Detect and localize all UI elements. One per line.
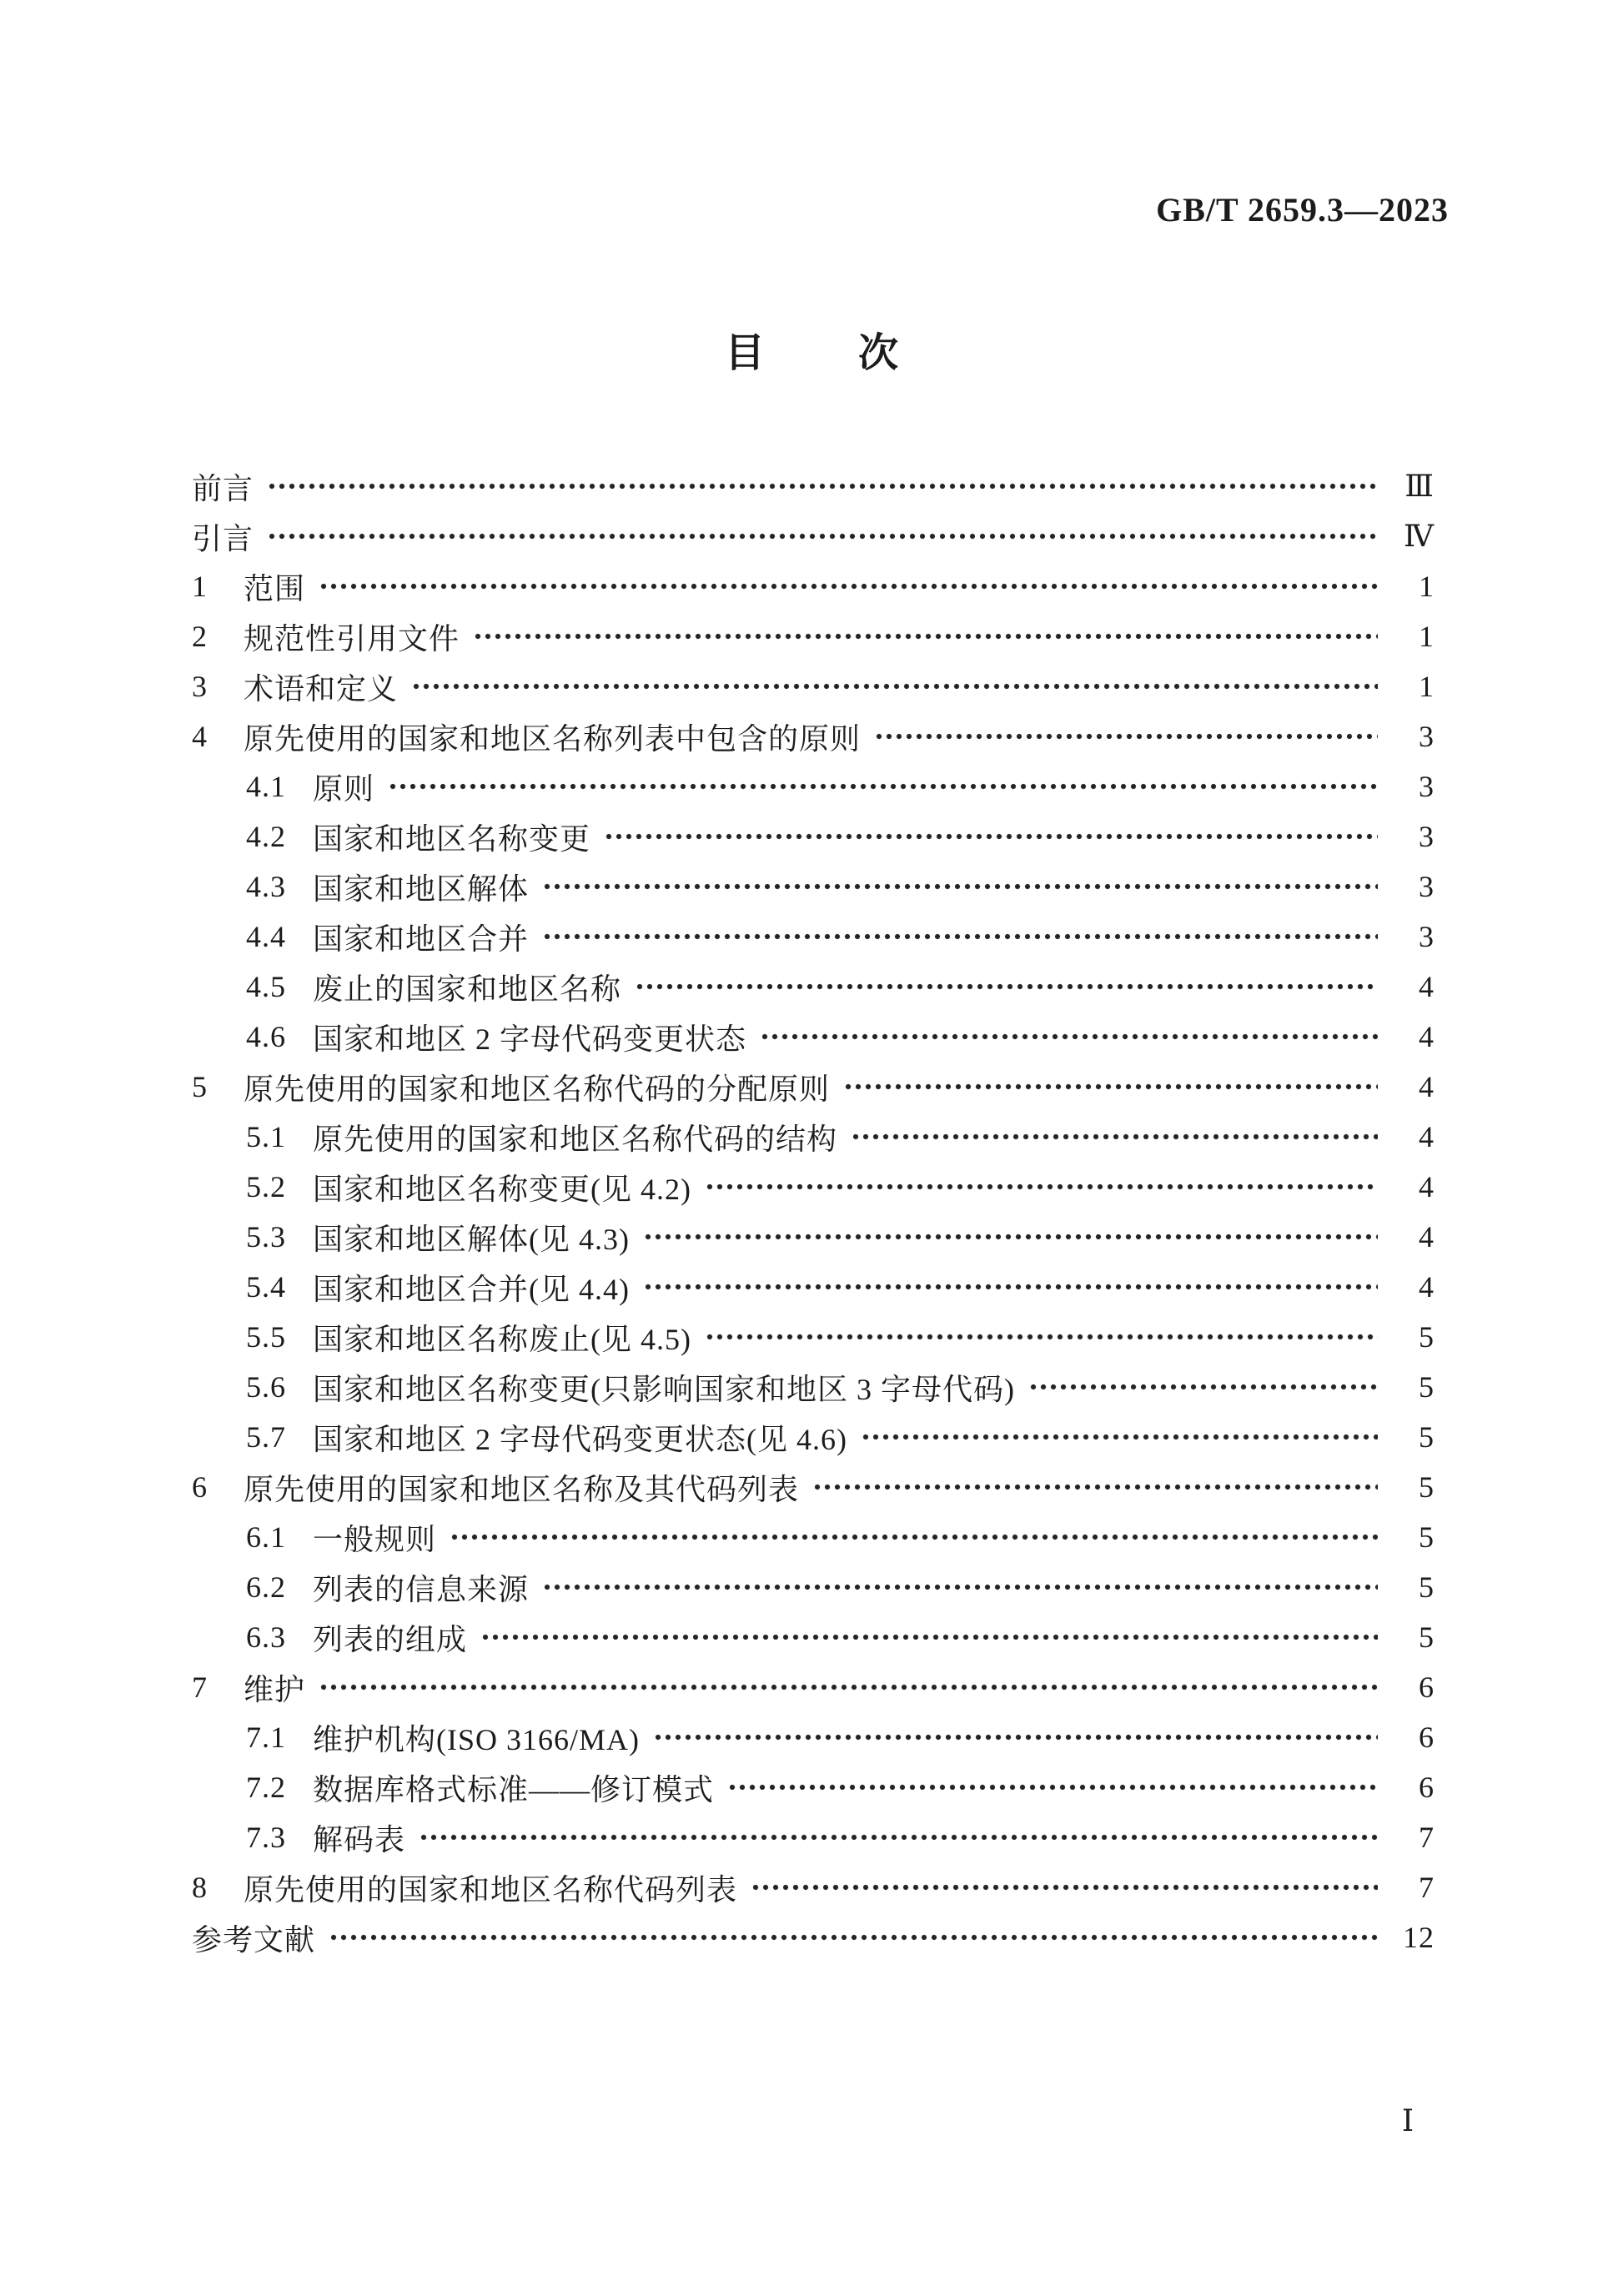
toc-entry-number: 5.6 <box>246 1370 286 1404</box>
toc-entry-label: 原先使用的国家和地区名称代码的结构 <box>313 1122 838 1156</box>
toc-row <box>192 611 1435 661</box>
toc-row <box>192 1112 1435 1162</box>
toc-entry-label: 废止的国家和地区名称 <box>313 972 622 1006</box>
dot-leader <box>319 1662 1378 1712</box>
toc-row <box>192 1062 1435 1112</box>
toc-entry-number: 5.3 <box>246 1220 286 1254</box>
toc-row <box>192 1312 1435 1362</box>
dot-leader <box>267 511 1378 561</box>
toc-entry-page: 5 <box>1419 1620 1435 1654</box>
toc-row <box>192 1212 1435 1262</box>
toc-row <box>192 1512 1435 1562</box>
toc-entry-page: 1 <box>1419 570 1435 603</box>
toc-entry-label: 原则 <box>313 771 375 806</box>
dot-leader <box>751 1862 1378 1912</box>
toc-entry-label: 数据库格式标准——修订模式 <box>313 1772 715 1806</box>
toc-entry-label: 原先使用的国家和地区名称代码列表 <box>244 1872 738 1907</box>
toc-row <box>192 1712 1435 1762</box>
dot-leader <box>267 461 1378 511</box>
toc-entry-page: 7 <box>1419 1821 1435 1854</box>
footer-page-number: Ⅰ <box>1401 2104 1414 2138</box>
toc-entry-page: 4 <box>1419 1020 1435 1053</box>
dot-leader <box>851 1112 1378 1162</box>
toc-entry-label: 前言 <box>192 471 254 505</box>
toc-entry-label: 列表的信息来源 <box>313 1572 530 1606</box>
toc-entry-label: 原先使用的国家和地区名称及其代码列表 <box>244 1472 800 1506</box>
toc-entry-label: 引言 <box>192 521 254 555</box>
toc-entry-page: 3 <box>1419 870 1435 903</box>
dot-leader <box>450 1512 1378 1562</box>
toc-row <box>192 1012 1435 1062</box>
toc-entry-label: 维护机构(ISO 3166/MA) <box>313 1722 640 1756</box>
toc-entry-number: 6 <box>192 1470 208 1504</box>
toc-row <box>192 1162 1435 1212</box>
dot-leader <box>1028 1362 1378 1412</box>
toc-entry-label: 国家和地区解体(见 4.3) <box>313 1222 630 1256</box>
toc-entry-page: 7 <box>1419 1871 1435 1904</box>
toc-entry-number: 4 <box>192 720 208 753</box>
toc-entry-page: 3 <box>1419 770 1435 803</box>
toc-entry-page: 5 <box>1419 1570 1435 1604</box>
dot-leader <box>727 1762 1378 1812</box>
toc-row <box>192 511 1435 561</box>
toc-entry-label: 列表的组成 <box>313 1622 468 1656</box>
toc-entry-label: 国家和地区解体 <box>313 872 530 906</box>
toc-entry-number: 1 <box>192 570 208 603</box>
dot-leader <box>705 1162 1378 1212</box>
toc-entry-page: 4 <box>1419 1270 1435 1304</box>
toc-entry-number: 6.1 <box>246 1520 286 1554</box>
toc-entry-page: 5 <box>1419 1320 1435 1354</box>
toc-row <box>192 761 1435 811</box>
toc-entry-number: 4.4 <box>246 920 286 953</box>
toc-entry-page: 3 <box>1419 920 1435 953</box>
toc-entry-number: 5.5 <box>246 1320 286 1354</box>
toc-entry-number: 4.2 <box>246 820 286 853</box>
toc-entry-label: 范围 <box>244 571 306 605</box>
toc-entry-page: 1 <box>1419 620 1435 653</box>
toc-entry-page: Ⅲ <box>1404 470 1435 503</box>
toc-entry-number: 6.2 <box>246 1570 286 1604</box>
toc-entry-label: 国家和地区名称废止(见 4.5) <box>313 1322 691 1356</box>
toc-row <box>192 561 1435 611</box>
toc-entry-number: 4.6 <box>246 1020 286 1053</box>
toc-entry-page: 3 <box>1419 720 1435 753</box>
toc-entry-label: 术语和定义 <box>244 671 399 706</box>
toc-entry-number: 7.1 <box>246 1721 286 1754</box>
toc-entry-number: 5.4 <box>246 1270 286 1304</box>
toc-entry-number: 4.1 <box>246 770 286 803</box>
page-title-char-2: 次 <box>858 331 899 375</box>
toc-row <box>192 1762 1435 1812</box>
toc-row <box>192 1862 1435 1912</box>
dot-leader <box>542 1562 1378 1612</box>
toc-entry-page: 5 <box>1419 1370 1435 1404</box>
toc-entry-number: 5.7 <box>246 1420 286 1454</box>
toc-entry-label: 一般规则 <box>313 1522 437 1556</box>
toc-row <box>192 962 1435 1012</box>
toc-entry-page: 4 <box>1419 1220 1435 1254</box>
toc-row <box>192 862 1435 912</box>
toc-entry-label: 规范性引用文件 <box>244 621 460 656</box>
toc-entry-page: 6 <box>1419 1771 1435 1804</box>
toc-entry-page: 5 <box>1419 1520 1435 1554</box>
page-title <box>0 330 1623 377</box>
toc-row <box>192 1912 1435 1962</box>
toc-entry-number: 5 <box>192 1070 208 1103</box>
toc-row <box>192 1812 1435 1862</box>
toc-row <box>192 1662 1435 1712</box>
toc-entry-page: 6 <box>1419 1721 1435 1754</box>
toc-row <box>192 1562 1435 1612</box>
dot-leader <box>473 611 1378 661</box>
toc-entry-label: 国家和地区名称变更(见 4.2) <box>313 1172 691 1206</box>
toc-entry-number: 6.3 <box>246 1620 286 1654</box>
dot-leader <box>604 811 1378 862</box>
dot-leader <box>419 1812 1378 1862</box>
dot-leader <box>388 761 1378 811</box>
toc-entry-page: 4 <box>1419 1120 1435 1153</box>
toc-entry-page: 5 <box>1419 1420 1435 1454</box>
toc-entry-page: Ⅳ <box>1404 520 1435 553</box>
page-title-char-1: 目 <box>724 331 765 375</box>
toc-entry-number: 7 <box>192 1671 208 1704</box>
dot-leader <box>480 1612 1378 1662</box>
toc-entry-number: 5.1 <box>246 1120 286 1153</box>
toc-entry-label: 解码表 <box>313 1822 406 1856</box>
toc-row <box>192 1612 1435 1662</box>
dot-leader <box>874 711 1378 761</box>
dot-leader <box>812 1462 1378 1512</box>
toc-entry-label: 维护 <box>244 1672 306 1706</box>
dot-leader <box>653 1712 1378 1762</box>
toc-row <box>192 912 1435 962</box>
toc-entry-page: 6 <box>1419 1671 1435 1704</box>
dot-leader <box>643 1262 1378 1312</box>
toc-entry-page: 4 <box>1419 1170 1435 1203</box>
toc-row <box>192 1262 1435 1312</box>
toc-entry-page: 3 <box>1419 820 1435 853</box>
toc-entry-label: 国家和地区名称变更 <box>313 821 591 856</box>
toc-entry-label: 国家和地区合并 <box>313 922 530 956</box>
dot-leader <box>643 1212 1378 1262</box>
dot-leader <box>542 912 1378 962</box>
toc-entry-number: 2 <box>192 620 208 653</box>
toc-entry-page: 1 <box>1419 670 1435 703</box>
toc-entry-label: 原先使用的国家和地区名称代码的分配原则 <box>244 1072 831 1106</box>
toc-row <box>192 1462 1435 1512</box>
dot-leader <box>705 1312 1378 1362</box>
toc-entry-number: 8 <box>192 1871 208 1904</box>
toc-entry-number: 3 <box>192 670 208 703</box>
toc-entry-number: 4.5 <box>246 970 286 1003</box>
toc-entry-page: 4 <box>1419 970 1435 1003</box>
toc-entry-page: 5 <box>1419 1470 1435 1504</box>
dot-leader <box>542 862 1378 912</box>
toc-entry-number: 4.3 <box>246 870 286 903</box>
dot-leader <box>843 1062 1378 1112</box>
dot-leader <box>411 661 1378 711</box>
toc-row <box>192 1412 1435 1462</box>
dot-leader <box>319 561 1378 611</box>
dot-leader <box>635 962 1378 1012</box>
toc-row <box>192 661 1435 711</box>
toc-entry-number: 7.3 <box>246 1821 286 1854</box>
toc-entry-page: 12 <box>1403 1921 1435 1954</box>
toc-entry-label: 国家和地区合并(见 4.4) <box>313 1272 630 1306</box>
toc-entry-label: 国家和地区 2 字母代码变更状态 <box>313 1022 747 1056</box>
toc-entry-page: 4 <box>1419 1070 1435 1103</box>
toc-row <box>192 1362 1435 1412</box>
dot-leader <box>760 1012 1378 1062</box>
toc-entry-number: 7.2 <box>246 1771 286 1804</box>
toc-entry-label: 国家和地区名称变更(只影响国家和地区 3 字母代码) <box>313 1372 1015 1406</box>
toc-entry-number: 5.2 <box>246 1170 286 1203</box>
dot-leader <box>329 1912 1378 1962</box>
toc-row <box>192 711 1435 761</box>
toc-entry-label: 参考文献 <box>192 1922 316 1957</box>
toc-row <box>192 811 1435 862</box>
toc-entry-label: 国家和地区 2 字母代码变更状态(见 4.6) <box>313 1422 847 1456</box>
toc-list <box>192 461 1435 1962</box>
toc-entry-label: 原先使用的国家和地区名称列表中包含的原则 <box>244 721 862 756</box>
toc-row <box>192 461 1435 511</box>
dot-leader <box>861 1412 1378 1462</box>
standard-number: GB/T 2659.3—2023 <box>1156 191 1449 229</box>
